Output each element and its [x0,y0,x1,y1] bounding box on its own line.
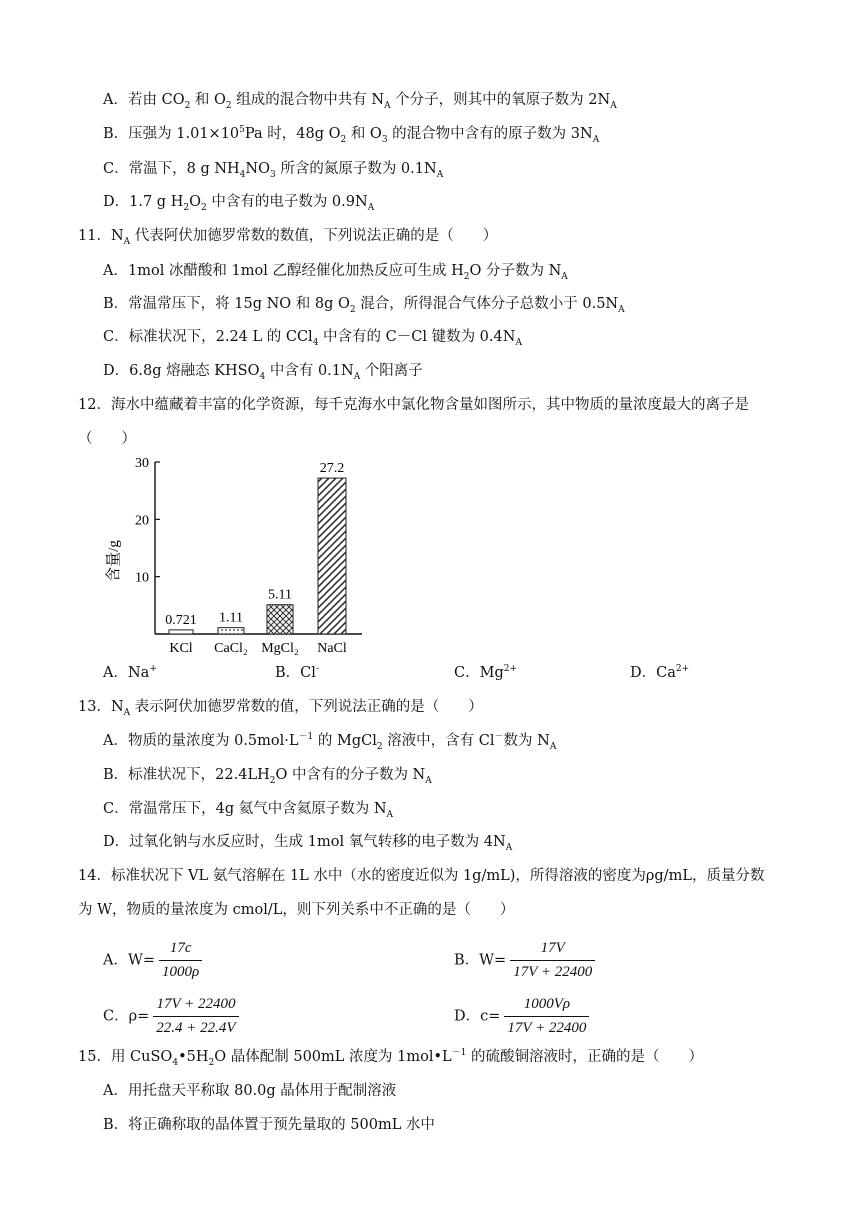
y-tick-label: 30 [135,456,149,471]
q11-option-b: B．常温常压下，将 15g NO 和 8g $O_2$ 混合，所得混合气体分子总数小于 $0.5N_A$ [103,296,625,315]
q11-option-a: A．1mol 冰醋酸和 1mol 乙醇经催化加热反应可生成 $H_2O$ 分子数为 $N_A$ [103,263,568,282]
q13-option-a: A．物质的量浓度为 $0.5mol\cdot L^{-1}$ 的 MgCl$_2$ 溶液中，含有 Cl－数为 $N_A$ [103,732,557,752]
bar [218,628,244,634]
q11-stem: 11．$N_A$ 代表阿伏加德罗常数的数值，下列说法正确的是（ ） [78,228,498,247]
q14-stem-line1: 14．标准状况下 VL 氨气溶解在 1L 水中（水的密度近似为 1g/mL)，所得溶液的密度为ρg/mL，质量分数 [78,868,765,884]
y-axis-label: 含量/g [106,540,122,582]
q12-stem-line2: （ ） [78,431,136,447]
chloride-bar-chart [100,448,370,664]
q14-option-b: B．W= $\frac{17V}{17V + 22400}$ [454,940,595,981]
q10-option-b: B．压强为 $1.01\times 10^5Pa$ 时，48g $O_2$ 和 $O_3$ 的混合物中含有的原子数为 $3N_A$ [103,125,600,145]
q14-d-fraction: $\frac{1000V\rho}{17V + 22400}$ [504,996,589,1037]
q11-option-c: C．标准状况下，2.24 L 的 CCl$_4$ 中含有的 C－Cl 键数为 $0.4N_A$ [103,329,522,348]
category-label: NaCl [317,641,347,656]
q14-stem-line2: 为 W，物质的量浓度为 cmol/L，则下列关系中不正确的是（ ） [78,902,515,918]
y-tick-label: 10 [135,570,149,586]
q12-option-c: C．$Mg^{2+}$ [454,664,518,681]
y-tick-label: 20 [135,513,149,529]
bar-value-label: 0.721 [165,612,197,628]
bar-value-label: 1.11 [219,610,243,626]
q12-stem-line1: 12．海水中蕴藏着丰富的化学资源，每千克海水中氯化物含量如图所示，其中物质的量浓度最大的离子是 [78,397,749,413]
bar-value-label: 27.2 [319,461,345,477]
bar [318,478,346,634]
q14-option-d: D．c= $\frac{1000V\rho}{17V + 22400}$ [454,996,589,1037]
category-label: MgCl₂ [261,641,299,656]
q15-option-a: A．用托盘天平称取 80.0g 晶体用于配制溶液 [103,1083,397,1099]
q10-option-c: C．常温下，8 g $NH_4NO_3$ 所含的氮原子数为 $0.1N_A$ [103,161,444,180]
category-label: CaCl₂ [214,641,248,656]
q14-a-fraction: $\frac{17c}{1000\rho}$ [159,940,202,981]
q14-b-fraction: $\frac{17V}{17V + 22400}$ [510,940,595,981]
category-label: KCl [169,641,193,656]
q12-option-b: B．Cl- [275,664,319,681]
q13-stem: 13．$N_A$ 表示阿伏加德罗常数的值，下列说法正确的是（ ） [78,699,483,718]
q12-option-d: D．$Ca^{2+}$ [630,664,690,681]
q14-option-a: A．W= $\frac{17c}{1000\rho}$ [103,940,202,981]
q11-option-d: D．6.8g 熔融态 $KHSO_4$ 中含有 $0.1N_A$ 个阳离子 [103,363,423,382]
q15-option-b: B．将正确称取的晶体置于预先量取的 500mL 水中 [103,1117,435,1133]
q15-stem: 15．用 $CuSO_4•5H_2O$ 晶体配制 500mL 浓度为 $1mol•L^{-1}$ 的硫酸铜溶液时，正确的是（ ） [78,1048,703,1068]
q12-option-a: A．Na+ [103,664,157,681]
bar [267,605,293,634]
q14-c-fraction: $\frac{17V + 22400}{22.4 + 22.4V}$ [153,996,238,1037]
q14-option-c: C．ρ= $\frac{17V + 22400}{22.4 + 22.4V}$ [103,996,239,1037]
q10-option-a: A．若由 $CO_2$ 和 $O_2$ 组成的混合物中共有 $N_A$ 个分子，则其中的氧原子数为 $2N_A$ [103,92,617,111]
q13-option-b: B．标准状况下，$22.4LH_2O$ 中含有的分子数为 $N_A$ [103,767,432,786]
q13-option-d: D．过氧化钠与水反应时，生成 1mol 氧气转移的电子数为 $4N_A$ [103,834,513,853]
q13-option-c: C．常温常压下，4g 氦气中含氦原子数为 $N_A$ [103,801,394,820]
bar-value-label: 5.11 [268,587,292,603]
bar [169,630,193,634]
q10-option-d: D．1.7 g $H_2O_2$ 中含有的电子数为 $0.9N_A$ [103,194,375,213]
